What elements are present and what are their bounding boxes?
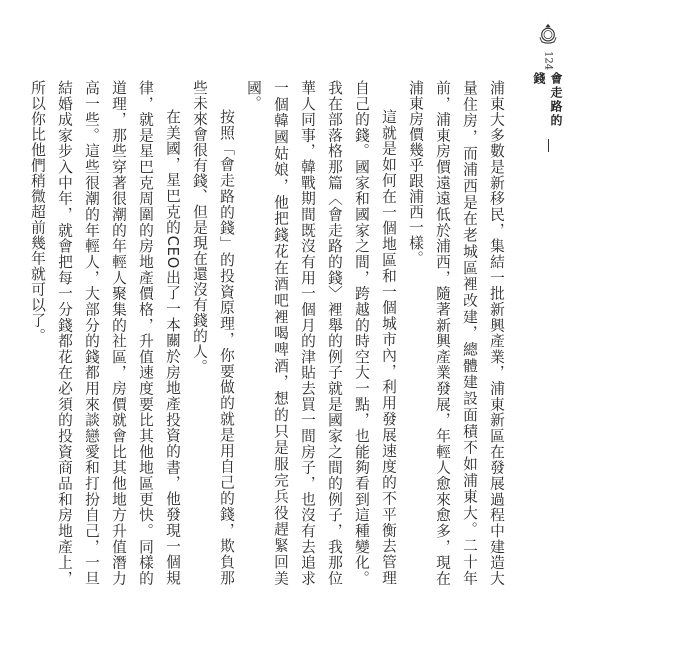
running-header [528, 22, 568, 152]
title-rule [548, 139, 549, 152]
running-title: 會走路的錢 [532, 72, 563, 129]
paragraph-4: 在美國，星巴克的CEO出了一本關於房地產投資的書，他發現一個規律，就是星巴克周圍的房地產價格，升值速度要比其他地區更快。同樣的道理，那些穿著很潮的年輕人聚集的社區，房價就會比其他地方升值潛力高一些。這些很潮的年輕人，大部分的錢都用來談戀愛和打扮自己，一旦結婚成家步入中年，就會把每一分錢都花在必須的投資商品和房地產上，所以你比他們稍微超前幾年就可以了。 [29, 80, 181, 586]
paragraph-2: 這就是如何在一個地區和一個城市內，利用發展速度的不平衡去管理自己的錢。國家和國家之間，跨越的時空大一點，也能夠看到這種變化。我在部落格那篇〈會走路的錢〉裡舉的例子就是國家之間的例子，我那位華人同事，韓戰期間既沒有用一個月的津貼去買一間房子，也沒有去追求一個韓國姑娘，他把錢花在酒吧裡喝啤酒，想的只是服完兵役趕緊回美國。 [245, 80, 397, 586]
paragraph-3: 按照「會走路的錢」的投資原理，你要做的就是用自己的錢，欺負那些未來會很有錢、但是現在還沒有錢的人。 [191, 80, 235, 586]
paragraph-1: 浦東大多數是新移民，集結一批新興產業，浦東新區在發展過程中建造大量住房，而浦西是在老城區裡改建，總體建設面積不如浦東大。二十年前，浦東房價遠遠低於浦西，隨著新興產業發展，年輕人愈來愈多，現在浦東房價幾乎跟浦西一樣。 [407, 80, 505, 586]
page-number: 124 [542, 51, 554, 71]
body-text [29, 80, 510, 586]
coin-emblem-icon [535, 22, 561, 45]
